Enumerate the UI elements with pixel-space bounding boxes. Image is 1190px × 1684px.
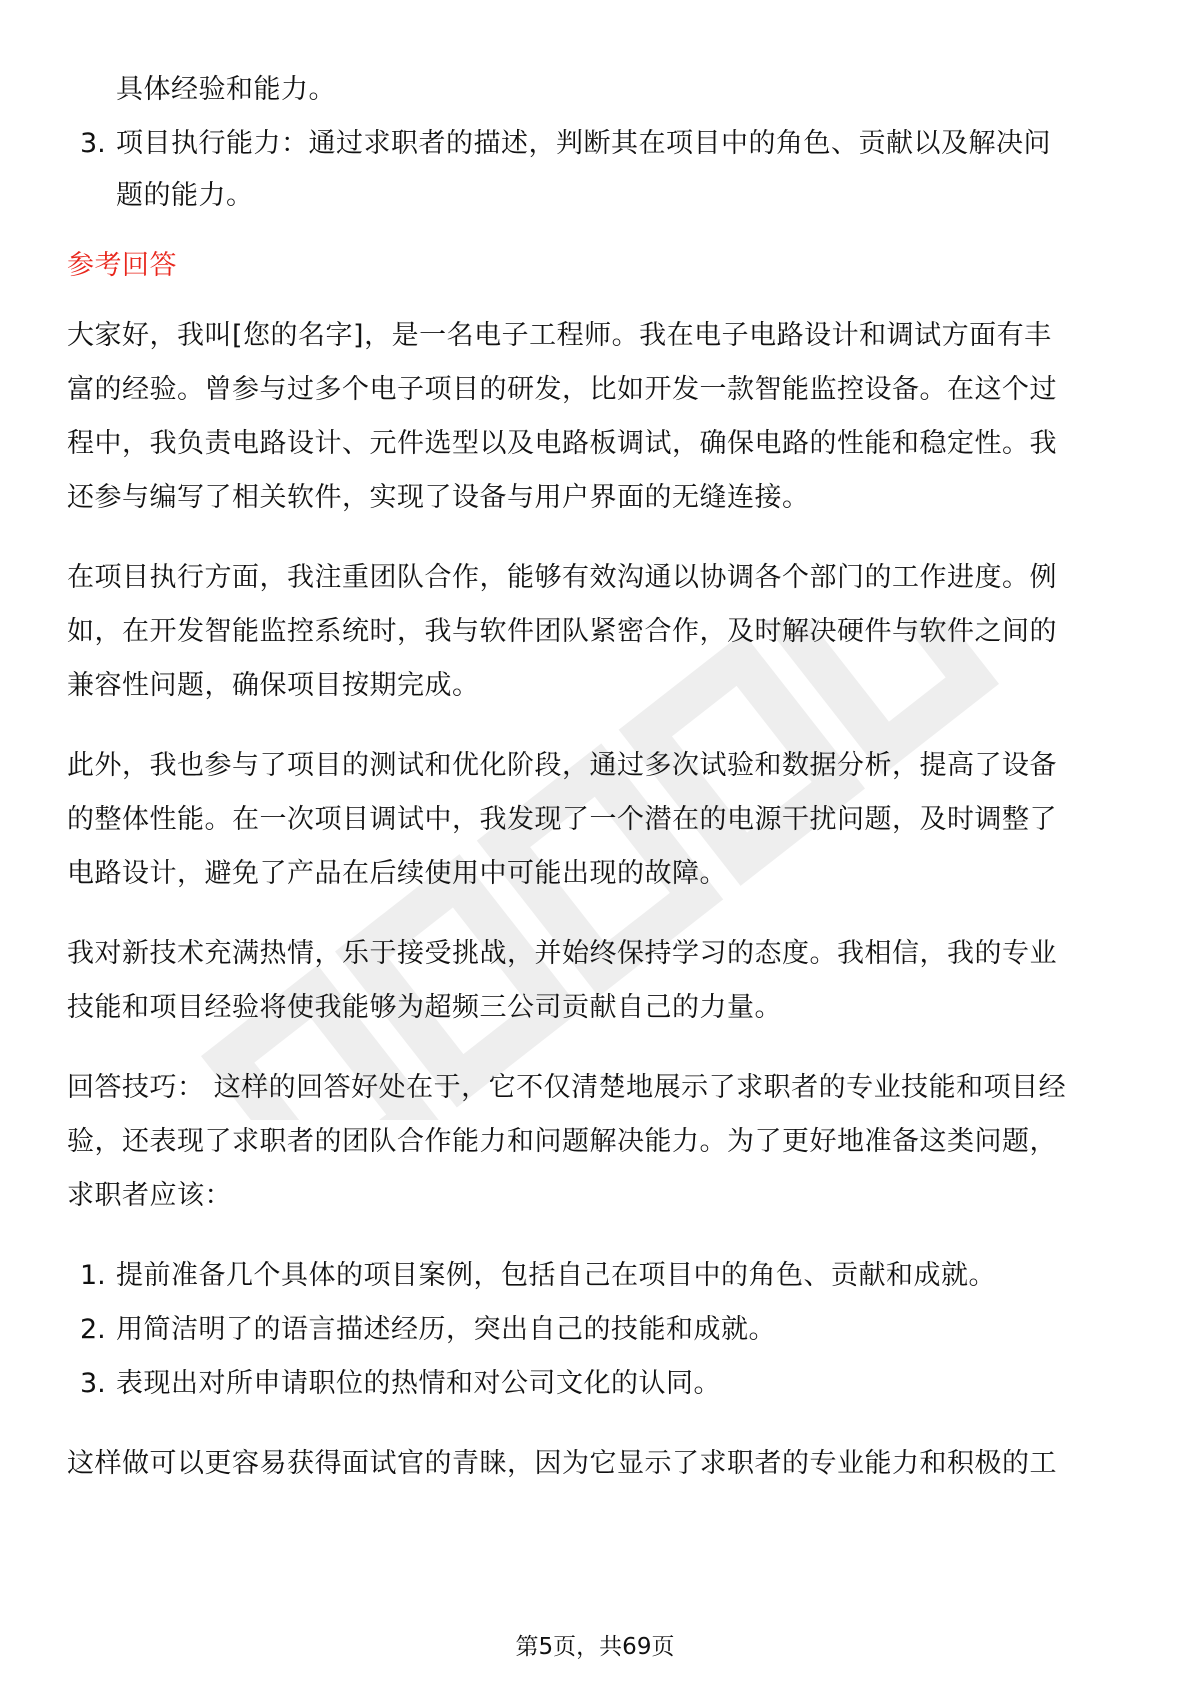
paragraph-line: 大家好，我叫[您的名字]，是一名电子工程师。我在电子电路设计和调试方面有丰 bbox=[67, 320, 1052, 351]
tips-list-item: 用简洁明了的语言描述经历，突出自己的技能和成就。 bbox=[116, 1314, 776, 1345]
paragraph-line: 还参与编写了相关软件，实现了设备与用户界面的无缝连接。 bbox=[67, 482, 810, 513]
paragraph-line: 的整体性能。在一次项目调试中，我发现了一个潜在的电源干扰问题，及时调整了 bbox=[67, 804, 1057, 835]
paragraph-line: 富的经验。曾参与过多个电子项目的研发，比如开发一款智能监控设备。在这个过 bbox=[67, 374, 1057, 405]
closing-line: 这样做可以更容易获得面试官的青睐，因为它显示了求职者的专业能力和积极的工 bbox=[67, 1448, 1057, 1479]
paragraph-line: 程中，我负责电路设计、元件选型以及电路板调试，确保电路的性能和稳定性。我 bbox=[67, 428, 1057, 459]
section-heading: 参考回答 bbox=[67, 250, 177, 281]
list-number: 1. bbox=[80, 1260, 106, 1291]
paragraph-line: 兼容性问题，确保项目按期完成。 bbox=[67, 670, 480, 701]
paragraph-line: 技能和项目经验将使我能够为超频三公司贡献自己的力量。 bbox=[67, 992, 782, 1023]
list-number: 3. bbox=[80, 128, 106, 159]
list-number: 2. bbox=[80, 1314, 106, 1345]
tips-list-item: 提前准备几个具体的项目案例，包括自己在项目中的角色、贡献和成就。 bbox=[116, 1260, 996, 1291]
tips-list-item: 表现出对所申请职位的热情和对公司文化的认同。 bbox=[116, 1368, 721, 1399]
tips-line: 验，还表现了求职者的团队合作能力和问题解决能力。为了更好地准备这类问题， bbox=[67, 1126, 1057, 1157]
continuation-text: 具体经验和能力。 bbox=[116, 74, 336, 105]
paragraph-line: 我对新技术充满热情，乐于接受挑战，并始终保持学习的态度。我相信，我的专业 bbox=[67, 938, 1057, 969]
list-number: 3. bbox=[80, 1368, 106, 1399]
tips-line: 回答技巧： 这样的回答好处在于，它不仅清楚地展示了求职者的专业技能和项目经 bbox=[67, 1072, 1067, 1103]
paragraph-line: 此外，我也参与了项目的测试和优化阶段，通过多次试验和数据分析，提高了设备 bbox=[67, 750, 1057, 781]
paragraph-line: 如，在开发智能监控系统时，我与软件团队紧密合作，及时解决硬件与软件之间的 bbox=[67, 616, 1057, 647]
tips-line: 求职者应该： bbox=[67, 1180, 232, 1211]
criteria-item-line: 题的能力。 bbox=[116, 180, 254, 211]
page-number-footer: 第5页，共69页 bbox=[515, 1634, 675, 1660]
paragraph-line: 在项目执行方面，我注重团队合作，能够有效沟通以协调各个部门的工作进度。例 bbox=[67, 562, 1057, 593]
criteria-item-line: 项目执行能力：通过求职者的描述，判断其在项目中的角色、贡献以及解决问 bbox=[116, 128, 1051, 159]
paragraph-line: 电路设计，避免了产品在后续使用中可能出现的故障。 bbox=[67, 858, 727, 889]
